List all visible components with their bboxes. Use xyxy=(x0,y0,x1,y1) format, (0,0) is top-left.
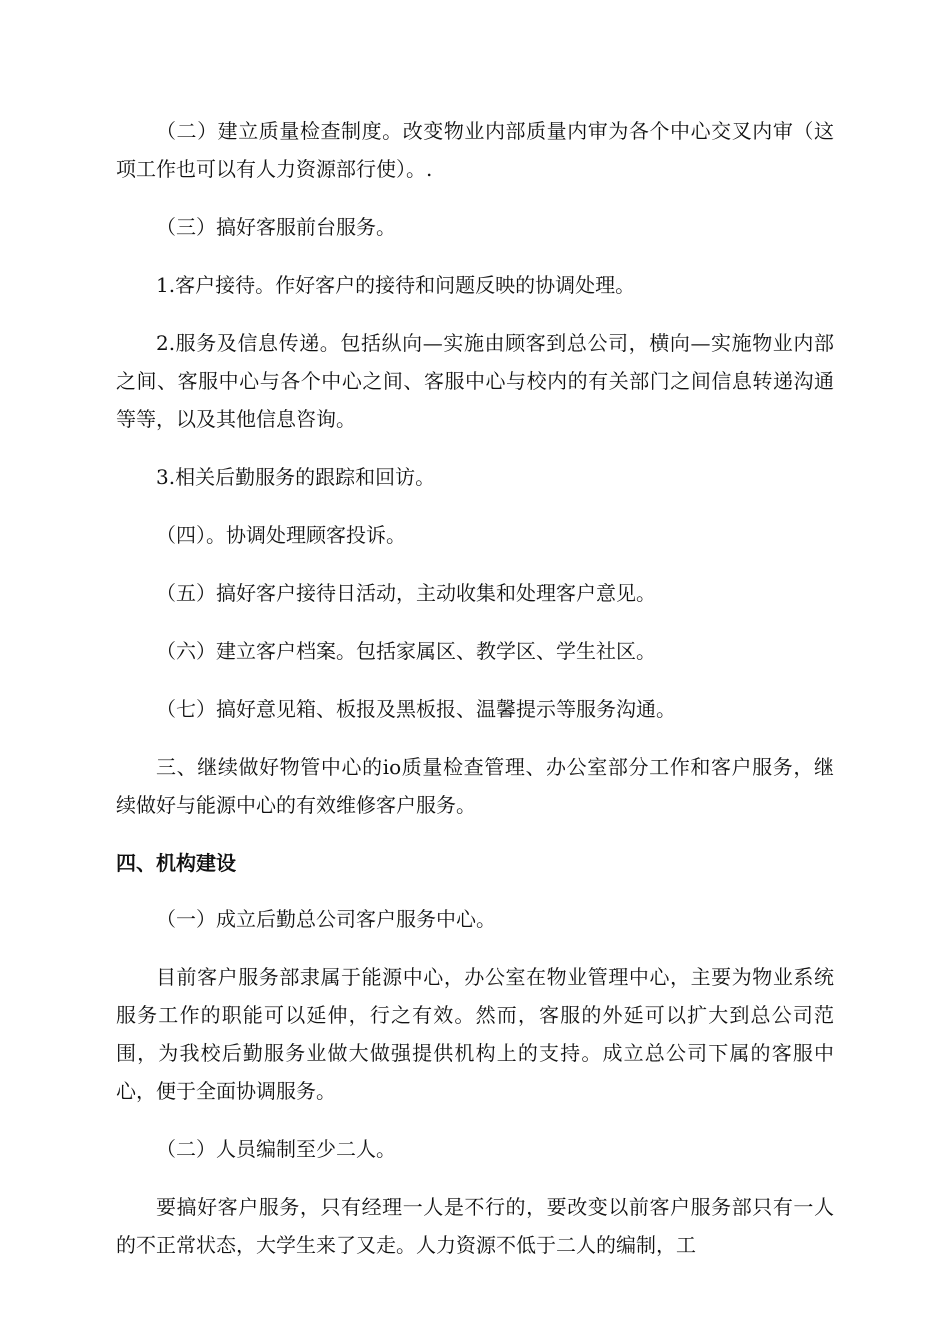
paragraph-information-transfer: 2.服务及信息传递。包括纵向—实施由顾客到总公司，横向—实施物业内部之间、客服中心与各个中心之间、客服中心与校内的有关部门之间信息转递沟通等等，以及其他信息咨询。 xyxy=(116,331,834,431)
paragraph-reception: 1.客户接待。作好客户的接待和问题反映的协调处理。 xyxy=(156,273,636,297)
paragraph-current-structure: 目前客户服务部隶属于能源中心，办公室在物业管理中心，主要为物业系统服务工作的职能可以延伸，行之有效。然而，客服的外延可以扩大到总公司范围，为我校后勤服务业做大做强提供机构上的支持。成立总公司下属的客服中心，便于全面协调服务。 xyxy=(116,965,834,1103)
paragraph-customer-archive: （六）建立客户档案。包括家属区、教学区、学生社区。 xyxy=(156,639,656,663)
section-heading-organization: 四、机构建设 xyxy=(116,851,236,875)
paragraph-property-management: 三、继续做好物管中心的io质量检查管理、办公室部分工作和客户服务，继续做好与能源中心的有效维修客户服务。 xyxy=(116,755,834,817)
paragraph-quality-check: （二）建立质量检查制度。改变物业内部质量内审为各个中心交叉内审（这项工作也可以有人力资源部行使）。. xyxy=(116,119,834,181)
paragraph-complaints: （四）。协调处理顾客投诉。 xyxy=(156,523,406,547)
paragraph-service-center: （一）成立后勤总公司客户服务中心。 xyxy=(156,907,496,931)
paragraph-staffing: （二）人员编制至少二人。 xyxy=(156,1137,396,1161)
paragraph-staffing-detail: 要搞好客户服务，只有经理一人是不行的，要改变以前客户服务部只有一人的不正常状态，大学生来了又走。人力资源不低于二人的编制，工 xyxy=(116,1195,834,1257)
document-page xyxy=(116,112,834,1284)
paragraph-front-desk: （三）搞好客服前台服务。 xyxy=(156,215,396,239)
paragraph-reception-day: （五）搞好客户接待日活动，主动收集和处理客户意见。 xyxy=(156,581,656,605)
paragraph-follow-up: 3.相关后勤服务的跟踪和回访。 xyxy=(156,465,436,489)
paragraph-suggestion-box: （七）搞好意见箱、板报及黑板报、温馨提示等服务沟通。 xyxy=(156,697,676,721)
